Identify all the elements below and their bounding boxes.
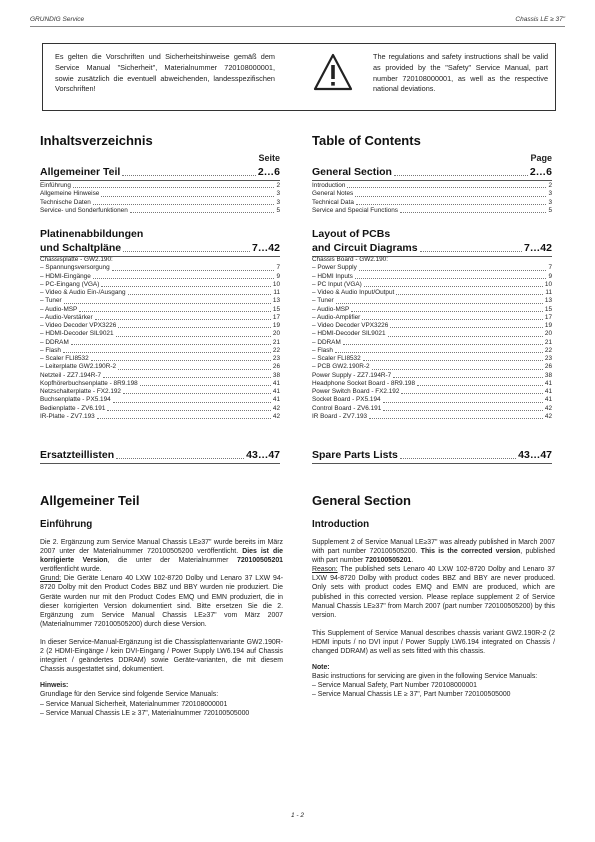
toc-entry-label: Chassis Board - GW2.190: [312, 256, 389, 263]
page-number: 1 - 2 [290, 812, 304, 819]
toc-entry-label: – Video & Audio Input/Output [312, 289, 395, 296]
toc-entry-label: Technische Daten [40, 198, 91, 206]
toc-entry [40, 182, 280, 190]
toc-entry-page: 23 [272, 355, 280, 362]
toc-entry [312, 314, 552, 322]
intro-title: Introduction [312, 519, 370, 530]
toc-entry [40, 289, 280, 297]
toc-entry-label: – Leiterplatte GW2.190R-2 [40, 363, 117, 371]
toc-entry-label: Headphone Socket Board - 8R9.198 [312, 379, 416, 387]
toc-entry-page: 41 [272, 396, 280, 404]
toc-spare-heading: Spare Parts Lists 43…47 [312, 449, 552, 461]
toc-general-list [40, 182, 280, 215]
toc-entry-label: – Power Supply [312, 264, 357, 272]
toc-entry-label: – PC Input (VGA) [312, 280, 362, 288]
toc-entry-label: – Spannungsversorgung [40, 264, 110, 272]
toc-entry-label: – Video Decoder VPX3226 [40, 322, 117, 329]
toc-entry [40, 256, 280, 264]
toc-entry-page: 38 [544, 371, 552, 379]
toc-page-label: Page [530, 153, 552, 163]
toc-entry-label: Power Switch Board - FX2.192 [312, 388, 400, 395]
toc-entry-label: Allgemeine Hinweise [40, 190, 100, 198]
toc-entry [312, 372, 552, 380]
toc-entry-label: – Video Decoder VPX3226 [312, 322, 389, 329]
toc-entry-label: Chassisplatte - GW2.190: [40, 256, 113, 263]
toc-entry-label: IR Board - ZV7.193 [312, 412, 368, 420]
toc-entry-page: 13 [272, 297, 280, 305]
toc-entry [40, 339, 280, 347]
toc-entry-page: 17 [544, 313, 552, 321]
toc-general-list [312, 182, 552, 215]
toc-entry [40, 199, 280, 207]
toc-entry [312, 322, 552, 330]
toc-entry-label: Power Supply - ZZ7.194R-7 [312, 371, 392, 379]
toc-entry-page: 20 [272, 330, 280, 338]
toc-entry [312, 199, 552, 207]
toc-entry [40, 190, 280, 198]
toc-entry-page: 19 [544, 322, 552, 329]
toc-entry [312, 297, 552, 305]
header-right: Chassis LE ≥ 37" [515, 16, 565, 23]
toc-entry [312, 413, 552, 421]
notice-german: Es gelten die Vorschriften und Sicherheitshinweise gemäß dem Service Manual "Sicherheit", Materialnummer 720108000001, sowie zusätzlich die eventuell abweichenden, landesspezifischen Vorschriften! [55, 52, 275, 94]
toc-boards-heading-1: Layout of PCBs [312, 228, 391, 240]
toc-entry-page: 17 [272, 313, 280, 321]
intro-body: Supplement 2 of Service Manual LE≥37" was already published in March 2007 with part number 720100505200. This is the corrected version, published with part number 720100505201. Reason: The published sets Lenaro 40 LXW 102-8720 Dolby and Lenaro 37 LXW 94-8720 Dolby with product codes BBZ and BBY are never produced. Only sets with product codes EMQ and EMN are produced, which are published in this corrected version. Please replace supplement 2 of Service Manual Chassis LE≥37" from March 2007 (part number 720100505200) by this version. This Supplement of Service Manual describes chassis variant GW2.190R-2 (2 HDMI inputs / no DVI input / Power Supply LW6.194 integrated on Chassis / changed DDRAM) as well as sets fitted with this chassis. Note: Basic instructions for servicing are given in the following Service Manuals: – Service Manual Safety, Part Number 720108000001 – Service Manual Chassis LE ≥ 37", Part Number 720100505000 [312, 539, 555, 699]
toc-entry-page: 21 [544, 338, 552, 346]
toc-entry-page: 5 [548, 206, 552, 214]
toc-entry-label: – Tuner [40, 297, 62, 305]
toc-entry-page: 42 [544, 404, 552, 412]
toc-entry-page: 20 [544, 330, 552, 338]
toc-entry-page: 3 [548, 190, 552, 198]
toc-entry-page: 42 [272, 404, 280, 412]
toc-entry [40, 297, 280, 305]
toc-title: Inhaltsverzeichnis [40, 133, 153, 148]
toc-entry-page: 21 [272, 338, 280, 346]
toc-entry-page: 41 [544, 379, 552, 387]
toc-entry [312, 306, 552, 314]
toc-entry-label: Netzschalterplatte - FX2.192 [40, 388, 121, 395]
toc-entry-page: 22 [544, 346, 552, 354]
toc-entry [40, 347, 280, 355]
toc-entry-label: – HDMI Inputs [312, 272, 353, 280]
toc-entry [40, 264, 280, 272]
toc-entry [40, 306, 280, 314]
toc-boards-heading: und Schaltpläne 7…42 [40, 242, 280, 254]
toc-boards-list [40, 256, 280, 421]
toc-entry-page: 26 [272, 363, 280, 371]
toc-entry-label: – Audio-Amplifier [312, 313, 361, 321]
toc-entry-label: IR-Platte - ZV7.193 [40, 412, 95, 420]
notice-english: The regulations and safety instructions shall be valid as provided by the "Safety" Service Manual, part number 720108000001, as well as the respective national deviations. [373, 52, 548, 94]
toc-entry-page: 38 [272, 371, 280, 379]
general-title: Allgemeiner Teil [40, 493, 140, 508]
toc-entry [40, 388, 280, 396]
toc-entry-page: 42 [544, 412, 552, 420]
toc-entry [312, 273, 552, 281]
toc-entry-page: 5 [276, 206, 280, 214]
toc-boards-heading-1: Platinenabbildungen [40, 228, 144, 240]
toc-entry-label: – Tuner [312, 297, 334, 305]
toc-entry-page: 10 [272, 280, 280, 288]
toc-spare-heading: Ersatzteillisten 43…47 [40, 449, 280, 461]
toc-entry-page: 23 [544, 355, 552, 362]
toc-entry [312, 182, 552, 190]
toc-entry [312, 207, 552, 215]
toc-entry-page: 3 [276, 190, 280, 198]
toc-entry-page: 11 [545, 289, 552, 296]
toc-entry-page: 19 [272, 322, 280, 329]
toc-entry-page: 41 [544, 388, 552, 395]
toc-entry [40, 413, 280, 421]
toc-entry [312, 330, 552, 338]
toc-entry-label: – Audio-Verstärker [40, 313, 93, 321]
toc-entry-label: Bedienplatte - ZV6.191 [40, 404, 106, 412]
toc-entry [312, 339, 552, 347]
toc-entry [312, 363, 552, 371]
toc-entry-label: Socket Board - PX5.194 [312, 396, 381, 404]
toc-entry [312, 281, 552, 289]
toc-entry-label: – Video & Audio Ein-/Ausgang [40, 289, 126, 296]
toc-boards-list [312, 256, 552, 421]
toc-entry [40, 380, 280, 388]
toc-entry-page: 2 [276, 182, 280, 189]
toc-entry-page: 10 [544, 280, 552, 288]
toc-entry-page: 42 [272, 412, 280, 420]
header-left: GRUNDIG Service [30, 16, 85, 23]
toc-entry [312, 289, 552, 297]
toc-entry [312, 264, 552, 272]
toc-entry-page: 15 [272, 305, 280, 313]
toc-german [40, 0, 283, 842]
toc-entry-page: 3 [276, 198, 280, 206]
toc-entry [312, 347, 552, 355]
toc-entry-label: – Audio-MSP [312, 305, 350, 313]
toc-entry [40, 330, 280, 338]
toc-entry-page: 9 [276, 272, 280, 280]
toc-entry-label: – HDMI-Decoder SIL9021 [312, 330, 386, 338]
toc-entry [40, 273, 280, 281]
toc-entry [40, 363, 280, 371]
toc-entry [40, 355, 280, 363]
toc-entry-label: – Flash [40, 346, 61, 354]
toc-entry-page: 9 [548, 272, 552, 280]
toc-entry-label: – Audio-MSP [40, 305, 78, 313]
toc-entry-label: Netzteil - ZZ7.194R-7 [40, 371, 102, 379]
toc-entry-page: 3 [548, 198, 552, 206]
toc-entry-label: Kopfhörerbuchsenplatte - 8R9.198 [40, 379, 138, 387]
toc-entry-label: Buchsenplatte - PX5.194 [40, 396, 111, 404]
toc-entry-label: – PCB GW2.190R-2 [312, 363, 370, 371]
toc-entry [40, 396, 280, 404]
toc-entry [40, 372, 280, 380]
toc-entry-label: General Notes [312, 190, 354, 198]
toc-entry [312, 256, 552, 264]
toc-entry [312, 388, 552, 396]
toc-entry-label: – HDMI-Decoder SIL9021 [40, 330, 114, 338]
toc-entry-label: – PC-Eingang (VGA) [40, 280, 100, 288]
toc-entry [40, 207, 280, 215]
toc-boards-heading: and Circuit Diagrams 7…42 [312, 242, 552, 254]
general-title: General Section [312, 493, 411, 508]
intro-title: Einführung [40, 519, 93, 530]
toc-entry-page: 41 [544, 396, 552, 404]
toc-entry-label: – DDRAM [40, 338, 69, 346]
toc-entry-page: 41 [272, 379, 280, 387]
toc-entry-label: – Scaler FLI8532 [312, 355, 361, 362]
toc-entry-page: 2 [548, 182, 552, 189]
toc-entry-label: – DDRAM [312, 338, 341, 346]
toc-entry-label: Service- und Sonderfunktionen [40, 206, 128, 214]
toc-entry [312, 380, 552, 388]
toc-entry-page: 41 [272, 388, 280, 395]
toc-entry [40, 314, 280, 322]
toc-entry-page: 15 [544, 305, 552, 313]
toc-entry-page: 7 [548, 264, 552, 272]
toc-entry-label: – Scaler FLI8532 [40, 355, 89, 362]
toc-entry-page: 7 [276, 264, 280, 272]
toc-entry-label: – Flash [312, 346, 333, 354]
toc-general-heading: General Section 2…6 [312, 166, 552, 178]
toc-entry-label: Einführung [40, 182, 71, 189]
toc-entry-page: 11 [273, 289, 280, 296]
toc-entry-label: Introduction [312, 182, 346, 189]
toc-page-label: Seite [258, 153, 280, 163]
toc-entry-label: Service and Special Functions [312, 206, 398, 214]
toc-entry [40, 281, 280, 289]
toc-entry [312, 405, 552, 413]
toc-entry [40, 322, 280, 330]
intro-body: Die 2. Ergänzung zum Service Manual Chassis LE≥37" wurde bereits im März 2007 unter der Materialnummer 720100505200 veröffentlicht. Dies ist die korrigierte Version, die unter der Materialnummer 720100505201 veröffentlicht wurde. Grund: Die Geräte Lenaro 40 LXW 102-8720 Dolby und Lenaro 37 LXW 94-8720 Dolby mit den Product Codes BBZ und BBY wurden nie produziert. Die Geräte wurden nur mit den Product Codes EMQ und EMN produziert, die in dieser korrigierten Version dokumentiert sind. Bitte ersetzen Sie die 2. Ergänzung zum Service Manual Chassis LE≥37" vom März 2007 (Materialnummer 720100505200) durch diese Version. In dieser Service-Manual-Ergänzung ist die Chassisplattenvariante GW2.190R-2 (2 HDMI-Eingänge / kein DVI-Eingang / Power Supply LW6.194 auf Chassis integriert / geändertes DDRAM) sowie Geräte-varianten, die mit diesem Chassis ausgestattet sind, dokumentiert. Hinweis: Grundlage für den Service sind folgende Service Manuals: – Service Manual Sicherheit, Materialnummer 720108000001 – Service Manual Chassis LE ≥ 37", Materialnummer 720100505000 [40, 539, 283, 717]
toc-english [312, 0, 555, 842]
toc-entry-label: Technical Data [312, 198, 354, 206]
toc-entry [312, 396, 552, 404]
toc-entry-label: – HDMI-Eingänge [40, 272, 91, 280]
toc-entry [312, 190, 552, 198]
toc-entry-page: 26 [544, 363, 552, 371]
toc-entry [40, 405, 280, 413]
toc-entry [312, 355, 552, 363]
toc-general-heading: Allgemeiner Teil 2…6 [40, 166, 280, 178]
toc-entry-page: 13 [544, 297, 552, 305]
toc-entry-page: 22 [272, 346, 280, 354]
toc-entry-label: Control Board - ZV6.191 [312, 404, 382, 412]
toc-title: Table of Contents [312, 133, 421, 148]
